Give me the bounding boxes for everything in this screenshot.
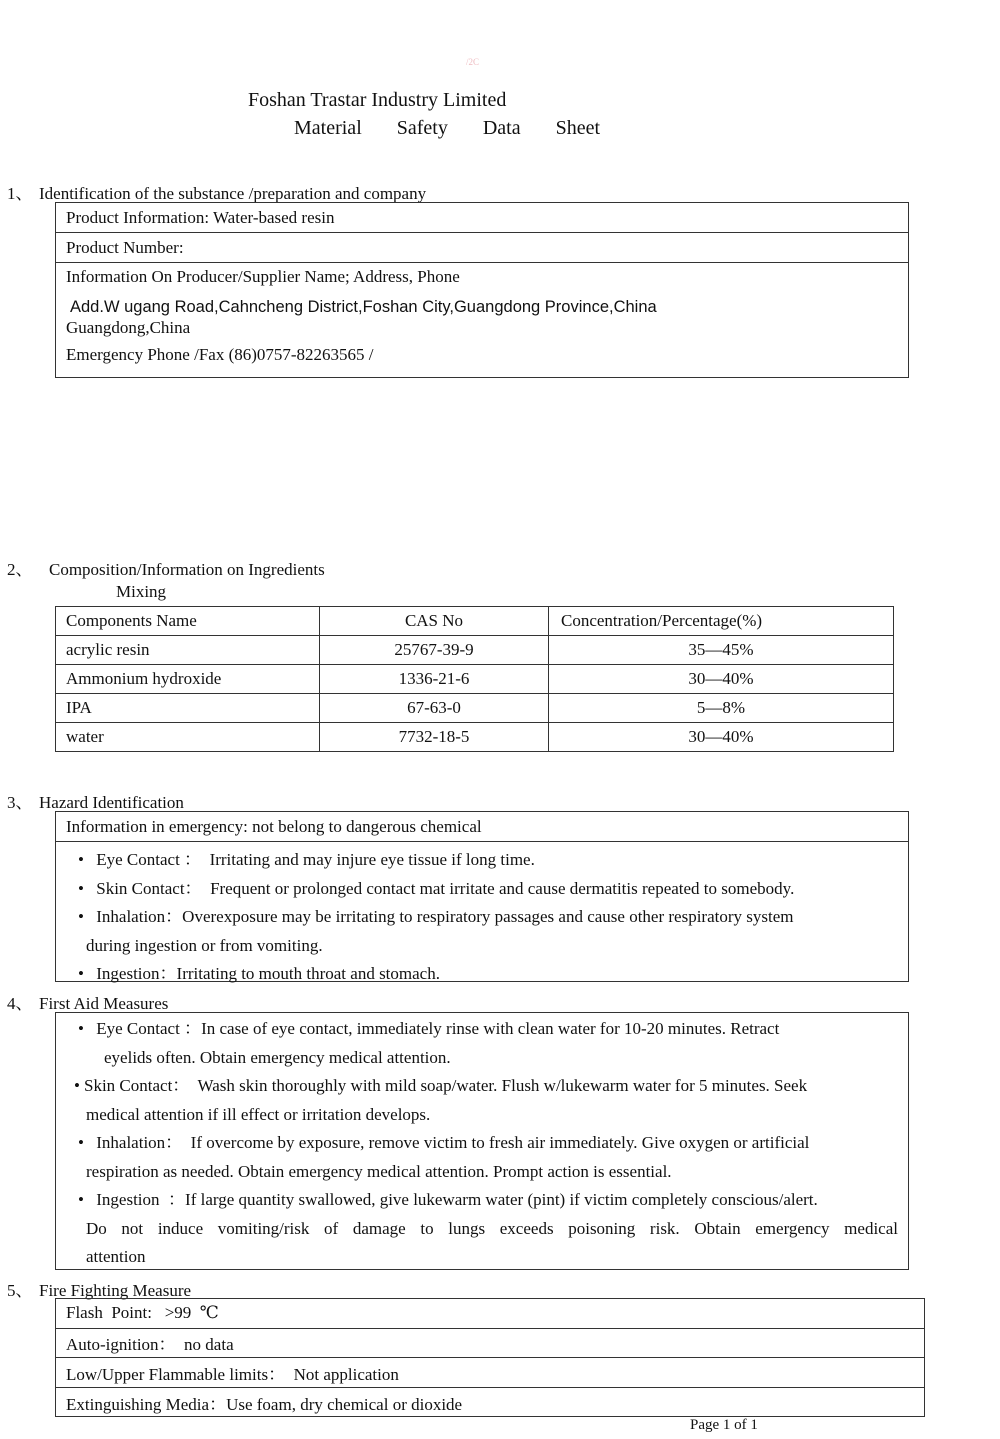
table-header-row <box>56 607 894 636</box>
bullet-icon: • <box>78 907 84 926</box>
title-word: Material <box>294 117 362 139</box>
list-item: • Eye Contact ： Irritating and may injure eye tissue if long time. <box>70 846 898 875</box>
section-number: 1、 <box>7 184 33 203</box>
fire-fighting-box <box>55 1298 925 1417</box>
section-title: Fire Fighting Measure <box>39 1281 192 1300</box>
address-line-2: Guangdong,China <box>66 318 191 337</box>
list-item-continuation: respiration as needed. Obtain emergency medical attention. Prompt action is essential. <box>86 1161 672 1181</box>
auto-ignition: Auto-ignition： no data <box>66 1335 234 1355</box>
list-item: • Ingestion ：If large quantity swallowed, give lukewarm water (pint) if victim completely conscious/alert. <box>70 1186 898 1215</box>
bullet-icon: • <box>78 1190 84 1209</box>
list-item-continuation: Do not induce vomiting/risk of damage to lungs exceeds poisoning risk. Obtain emergency medical <box>86 1218 898 1238</box>
list-item: • Inhalation： If overcome by exposure, remove victim to fresh air immediately. Give oxygen or artificial <box>70 1129 898 1158</box>
product-information: Product Information: Water-based resin <box>66 207 335 227</box>
list-item: • Skin Contact： Frequent or prolonged contact mat irritate and cause dermatitis repeated to somebody. <box>70 875 898 904</box>
cas-number: 25767-39-9 <box>320 636 549 665</box>
extinguishing-media-row <box>56 1388 924 1418</box>
company-name: Foshan Trastar Industry Limited <box>248 89 507 111</box>
column-header: CAS No <box>320 607 549 636</box>
emergency-info: Information in emergency: not belong to dangerous chemical <box>66 816 482 836</box>
component-name: IPA <box>56 694 320 723</box>
title-word: Data <box>482 117 521 139</box>
extinguishing-media: Extinguishing Media：Use foam, dry chemical or dioxide <box>66 1394 463 1414</box>
concentration: 30—40% <box>549 723 894 752</box>
section-number: 4、 <box>7 994 33 1013</box>
table-row <box>56 665 894 694</box>
hazard-box <box>55 811 909 982</box>
concentration: 35—45% <box>549 636 894 665</box>
concentration: 5—8% <box>549 694 894 723</box>
list-item: • Skin Contact： Wash skin thoroughly with mild soap/water. Flush w/lukewarm water for 5 minutes. Seek <box>70 1072 898 1101</box>
producer-info-row <box>56 263 908 377</box>
hazard-list <box>56 842 908 989</box>
section-title: First Aid Measures <box>39 994 169 1013</box>
title-word: Sheet <box>555 117 601 139</box>
product-information-row <box>56 203 908 233</box>
flammable-limits: Low/Upper Flammable limits： Not application <box>66 1364 399 1384</box>
table-row <box>56 694 894 723</box>
product-number: Product Number: <box>66 237 184 257</box>
bullet-icon: • <box>78 878 84 898</box>
column-header: Concentration/Percentage(%) <box>549 607 894 636</box>
address-line-1: Add.W ugang Road,Cahncheng District,Foshan City,Guangdong Province,China <box>70 298 657 316</box>
section-title: Identification of the substance /preparation and company <box>39 184 427 203</box>
list-item-continuation: attention <box>86 1247 146 1266</box>
flash-point-row <box>56 1299 924 1329</box>
mixing-label: Mixing <box>116 582 167 601</box>
flash-point: Flash Point: >99 ℃ <box>66 1303 219 1323</box>
title-word: Safety <box>396 117 448 139</box>
section-2-heading <box>7 555 325 580</box>
section-title: Hazard Identification <box>39 793 184 812</box>
list-item: • Inhalation：Overexposure may be irritating to respiratory passages and cause other respiratory system <box>70 903 898 932</box>
cas-number: 67-63-0 <box>320 694 549 723</box>
section-number: 5、 <box>7 1281 33 1300</box>
product-number-row <box>56 233 908 263</box>
section-3-heading <box>7 788 184 813</box>
bullet-icon: • <box>78 1019 84 1038</box>
bullet-icon: • <box>78 964 84 983</box>
section-1-heading <box>7 179 426 204</box>
list-item-continuation: medical attention if ill effect or irritation develops. <box>86 1104 431 1124</box>
auto-ignition-row <box>56 1329 924 1359</box>
section-4-heading <box>7 989 168 1014</box>
first-aid-box <box>55 1012 909 1270</box>
flammable-limits-row <box>56 1358 924 1388</box>
cas-number: 1336-21-6 <box>320 665 549 694</box>
table-row <box>56 723 894 752</box>
section-number: 3、 <box>7 793 33 812</box>
component-name: water <box>56 723 320 752</box>
page-indicator: Page 1 of 1 <box>690 1417 758 1433</box>
emergency-phone: Emergency Phone /Fax (86)0757-82263565 / <box>66 345 374 364</box>
identification-box <box>55 202 909 378</box>
emergency-info-row <box>56 812 908 842</box>
list-item-continuation: eyelids often. Obtain emergency medical attention. <box>104 1047 451 1067</box>
bullet-icon: • <box>74 1076 80 1095</box>
document-title <box>294 117 630 140</box>
first-aid-list <box>56 1013 908 1272</box>
list-item: • Eye Contact ：In case of eye contact, immediately rinse with clean water for 10-20 minutes. Retract <box>70 1015 898 1044</box>
concentration: 30—40% <box>549 665 894 694</box>
list-item: • Ingestion：Irritating to mouth throat and stomach. <box>70 960 898 989</box>
stamp-mark: /2C <box>466 57 480 67</box>
section-title: Composition/Information on Ingredients <box>49 560 325 579</box>
bullet-icon: • <box>78 1133 84 1152</box>
list-item-continuation: during ingestion or from vomiting. <box>86 935 323 955</box>
component-name: acrylic resin <box>56 636 320 665</box>
bullet-icon: • <box>78 850 84 869</box>
cas-number: 7732-18-5 <box>320 723 549 752</box>
column-header: Components Name <box>56 607 320 636</box>
table-row <box>56 636 894 665</box>
section-number: 2、 <box>7 560 33 579</box>
component-name: Ammonium hydroxide <box>56 665 320 694</box>
composition-table <box>55 606 894 752</box>
producer-info-label: Information On Producer/Supplier Name; Address, Phone <box>66 267 460 286</box>
